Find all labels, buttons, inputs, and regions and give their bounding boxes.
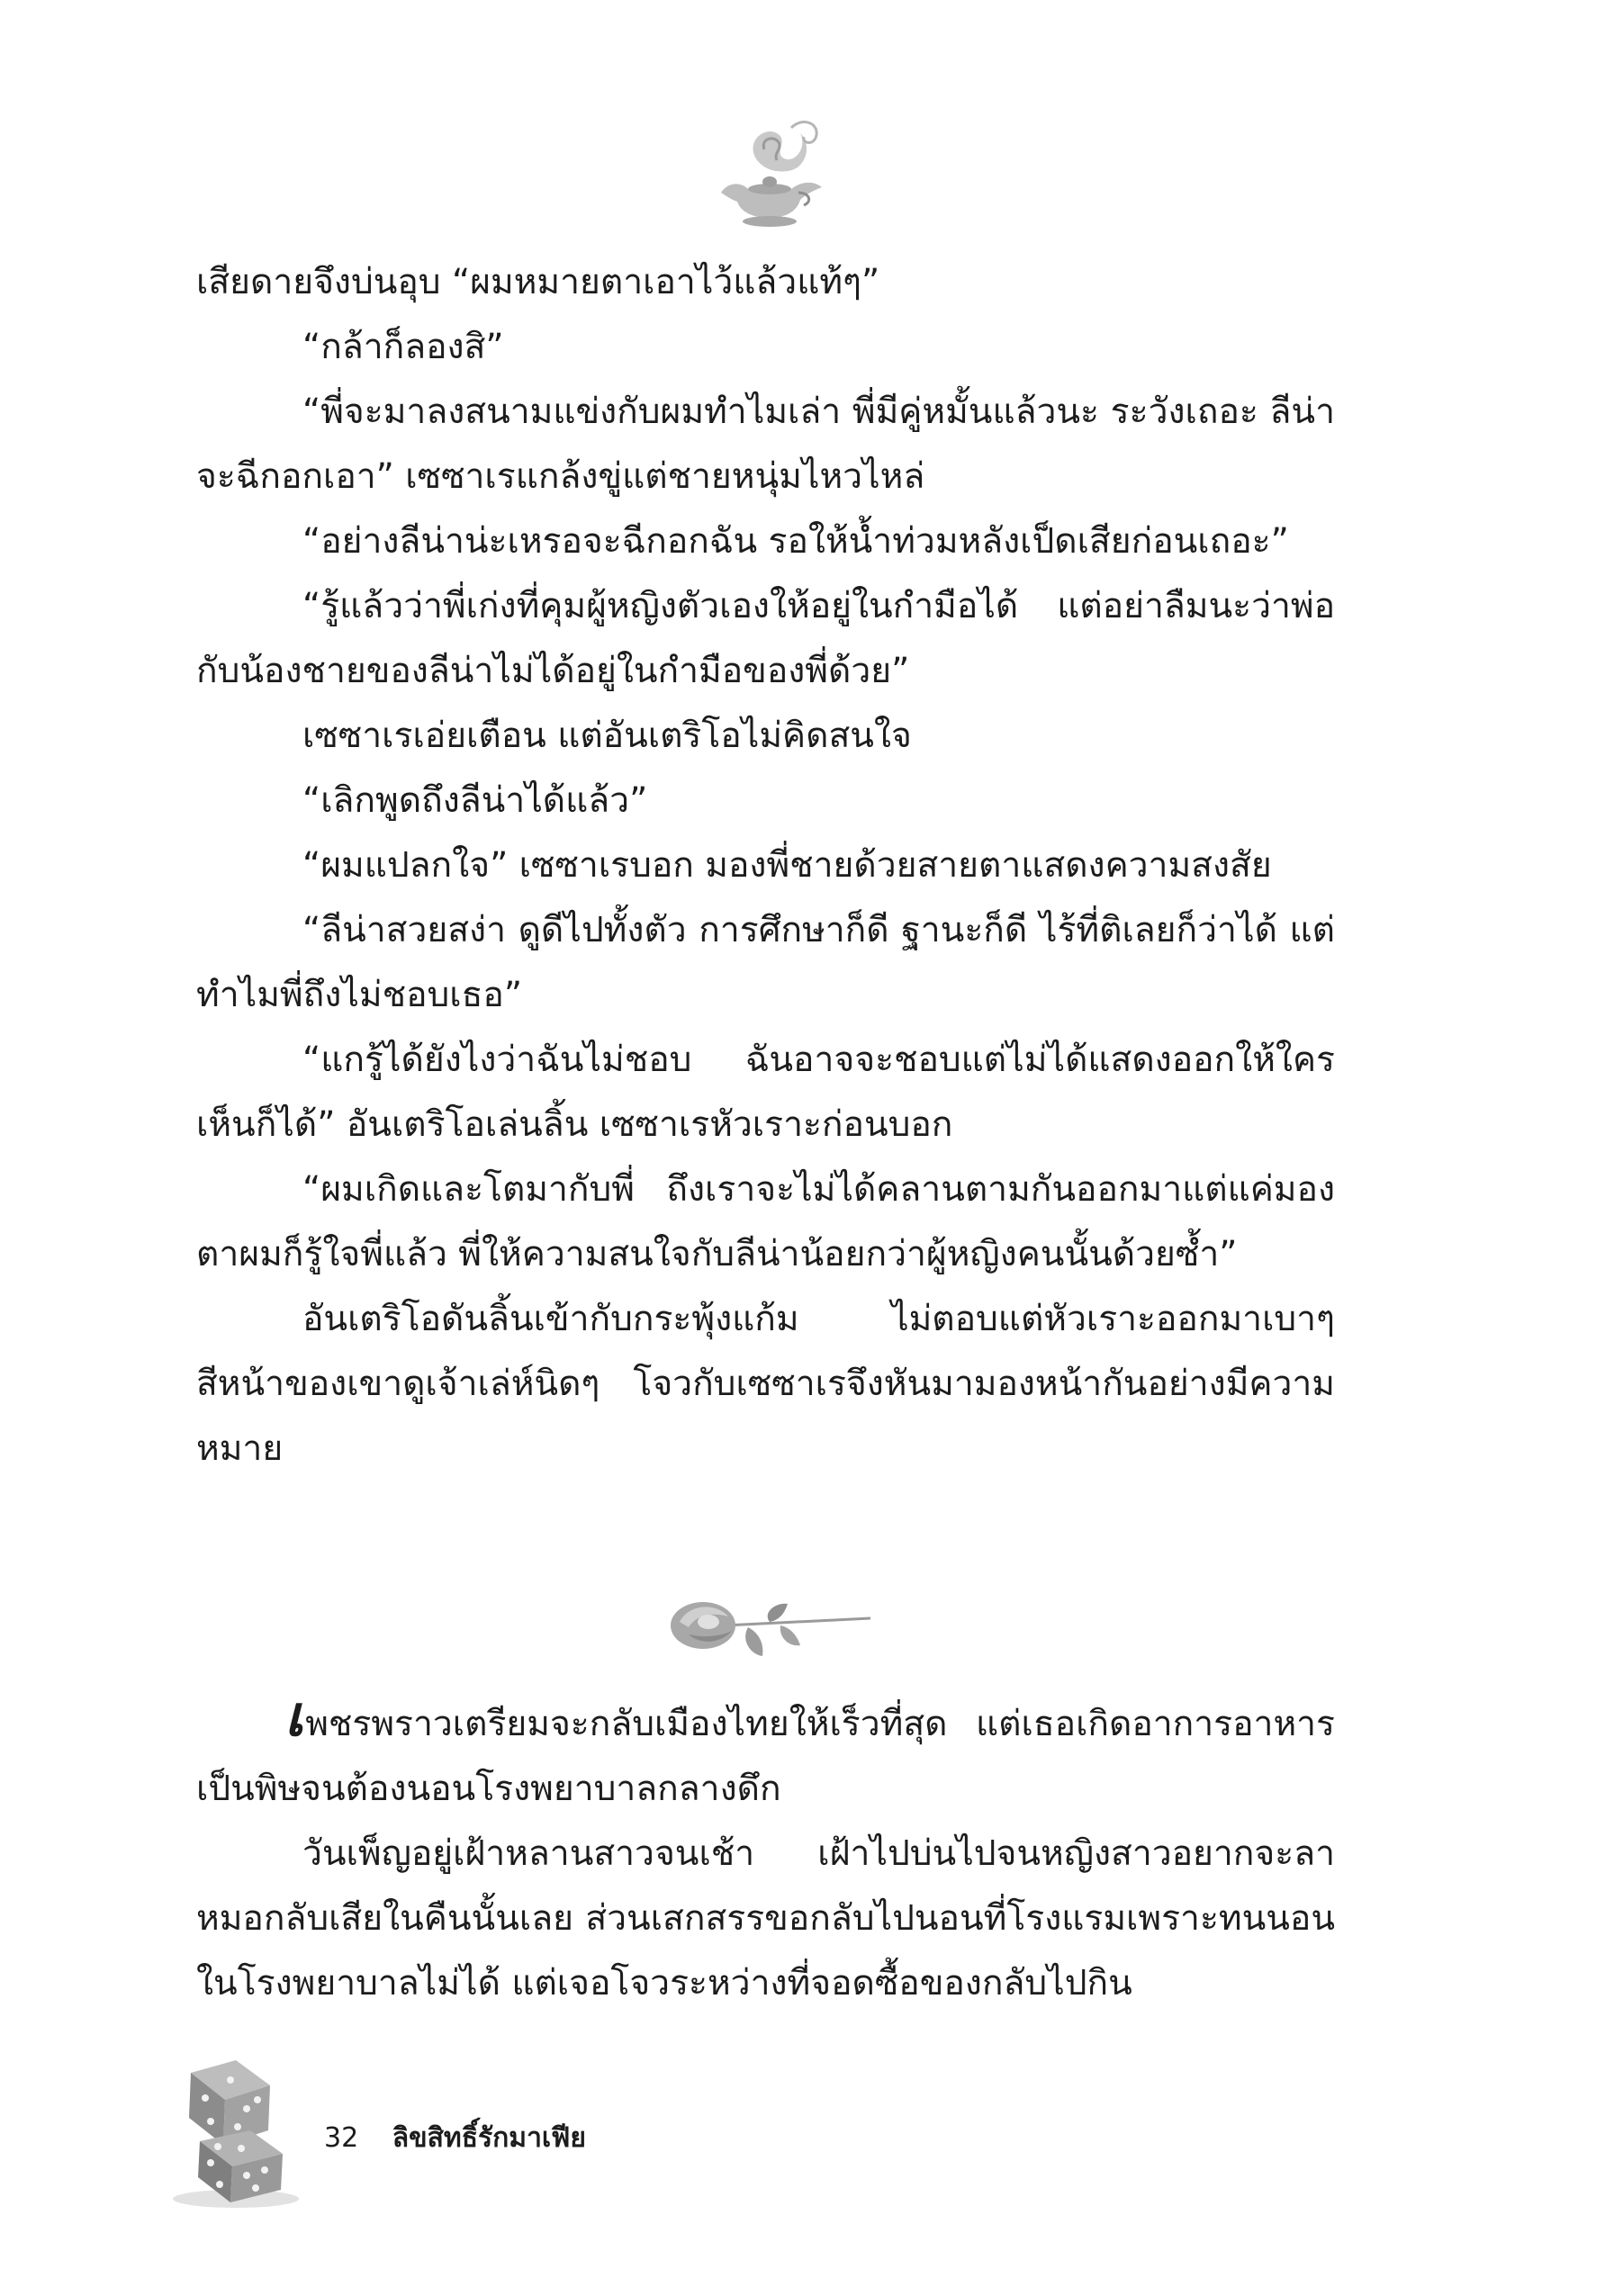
main-text-block <box>196 250 1335 1481</box>
paragraph: เสียดายจึงบ่นอุบ “ผมหมายตาเอาไว้แล้วแท้ๆ” <box>196 262 880 302</box>
opening-paragraph-text: พชรพราวเตรียมจะกลับเมืองไทยให้เร็วที่สุด แต่เธอเกิดอาการอาหารเป็นพิษจนต้องนอนโรงพยาบาลกลางดึก <box>196 1704 1335 1809</box>
page-number: 32 <box>324 2122 359 2154</box>
rose-divider-icon <box>662 1586 874 1671</box>
page-footer <box>324 2117 586 2159</box>
paragraph: “กล้าก็ลองสิ” <box>302 327 504 367</box>
paragraph: “ลีน่าสวยสง่า ดูดีไปทั้งตัว การศึกษาก็ดี ฐานะก็ดี ไร้ที่ติเลยก็ว่าได้ แต่ทำไมพี่ถึงไม่ชอบเธอ” <box>196 910 1335 1015</box>
paragraph: วันเพ็ญอยู่เฝ้าหลานสาวจนเช้า เฝ้าไปบ่นไปจนหญิงสาวอยากจะลาหมอกลับเสียในคืนนั้นเลย ส่วนเสกสรรขอกลับไปนอนที่โรงแรมเพราะทนนอนในโรงพยาบาลไม่ได้ แต่เจอโจวระหว่างที่จอดซื้อของกลับไปกิน <box>196 1833 1335 2003</box>
drop-cap: เ <box>284 1683 304 1749</box>
paragraph: “อย่างลีน่าน่ะเหรอจะฉีกอกฉัน รอให้น้ำท่วมหลังเป็ดเสียก่อนเถอะ” <box>302 521 1289 562</box>
paragraph: “แกรู้ได้ยังไงว่าฉันไม่ชอบ ฉันอาจจะชอบแต่ไม่ได้แสดงออกให้ใครเห็นก็ได้” อันเตริโอเล่นลิ้น เซซาเรหัวเราะก่อนบอก <box>196 1040 1335 1145</box>
paragraph: “พี่จะมาลงสนามแข่งกับผมทำไมเล่า พี่มีคู่หมั้นแล้วนะ ระวังเถอะ ลีน่าจะฉีกอกเอา” เซซาเรแกล้งขู่แต่ชายหนุ่มไหวไหล่ <box>196 392 1335 497</box>
opening-paragraph <box>196 1683 1335 1822</box>
paragraph: เซซาเรเอ่ยเตือน แต่อันเตริโอไม่คิดสนใจ <box>302 716 912 756</box>
book-title: ลิขสิทธิ์รักมาเฟีย <box>392 2122 586 2154</box>
paragraph: “ผมแปลกใจ” เซซาเรบอก มองพี่ชายด้วยสายตาแสดงความสงสัย <box>302 845 1272 886</box>
paragraph: “เลิกพูดถึงลีน่าได้แล้ว” <box>302 780 648 821</box>
paragraph: อันเตริโอดันลิ้นเข้ากับกระพุ้งแก้ม ไม่ตอบแต่หัวเราะออกมาเบาๆ สีหน้าของเขาดูเจ้าเล่ห์นิดๆ โจวกับเซซาเรจึงหันมามองหน้ากันอย่างมีความหมาย <box>196 1299 1335 1469</box>
paragraph: “ผมเกิดและโตมากับพี่ ถึงเราจะไม่ได้คลานตามกันออกมาแต่แค่มองตาผมก็รู้ใจพี่แล้ว พี่ให้ความสนใจกับลีน่าน้อยกว่าผู้หญิงคนนั้นด้วยซ้ำ” <box>196 1169 1335 1274</box>
magic-lamp-ornament <box>701 106 836 232</box>
dice-icon <box>164 2055 317 2212</box>
second-text-block <box>196 1683 1335 2016</box>
paragraph: “รู้แล้วว่าพี่เก่งที่คุมผู้หญิงตัวเองให้อยู่ในกำมือได้ แต่อย่าลืมนะว่าพ่อกับน้องชายของลีน่าไม่ได้อยู่ในกำมือของพี่ด้วย” <box>196 586 1335 691</box>
